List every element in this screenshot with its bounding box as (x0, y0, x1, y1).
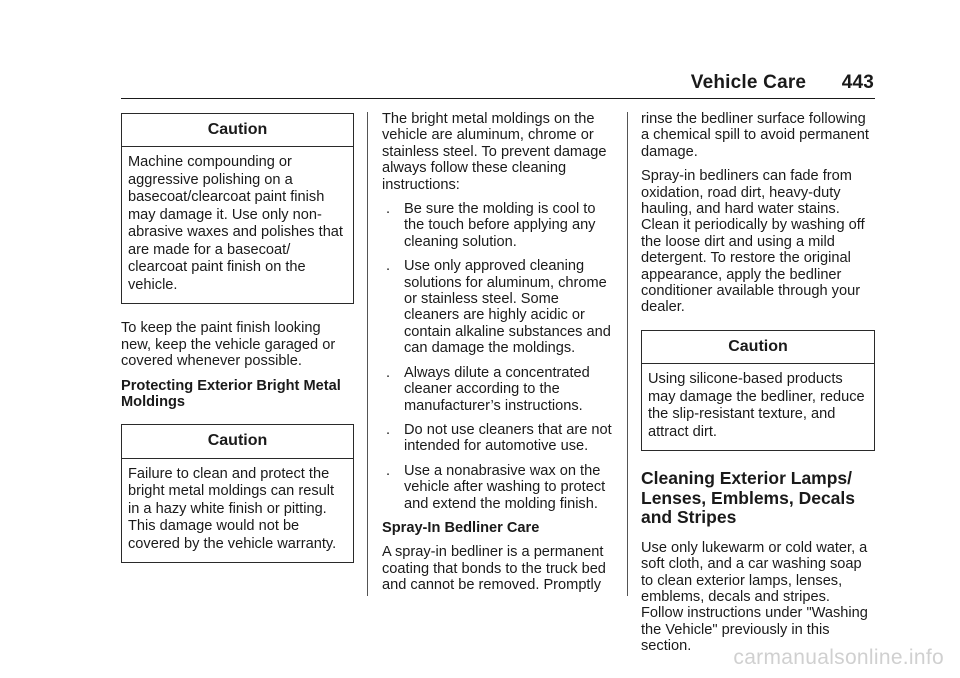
list-item-text: Use a nonabrasive wax on the vehicle after washing to protect and extend the molding finish. (404, 462, 606, 512)
bullet-mark: . (386, 201, 391, 218)
list-item (382, 201, 614, 250)
caution-title: Caution (642, 331, 874, 364)
list-item-text: Do not use cleaners that are not intended for automotive use. (404, 421, 612, 455)
bullet-mark: . (386, 258, 391, 275)
column-divider-1 (367, 112, 368, 596)
section-title: Vehicle Care (690, 72, 807, 93)
column-3 (641, 111, 875, 663)
watermark: carmanualsonline.info (733, 646, 944, 669)
paragraph: A spray-in bedliner is a permanent coating that bonds to the truck bed and cannot be removed. Promptly (382, 544, 606, 594)
list-item-text: Use only approved cleaning solutions for aluminum, chrome or stainless steel. Some cleaners are highly acidic or contain alkaline substances and can damage the moldings. (404, 258, 611, 357)
bullet-mark: . (386, 421, 391, 438)
caution-text: Using silicone-based products may damage the bedliner, reduce the slip-resistant texture, and attract dirt. (648, 371, 865, 440)
caution-text: Machine compounding or aggressive polishing on a basecoat/clearcoat paint finish may damage it. Use only non-abrasive waxes and polishes that are made for a basecoat/ clearcoat paint finish on the vehicle. (128, 154, 343, 293)
caution-title: Caution (122, 114, 353, 147)
caution-text: Failure to clean and protect the bright metal moldings can result in a hazy white finish or pitting. This damage would not be covered by the vehicle warranty. (128, 465, 337, 552)
bullet-mark: . (386, 462, 391, 479)
column-1 (121, 113, 354, 579)
caution-box-paint (121, 113, 354, 304)
paragraph: Spray-in bedliners can fade from oxidation, road dirt, heavy-duty hauling, and hard water stains. Clean it periodically by washing off the loose dirt and using a mild detergent. To restore the original appearance, apply the bedliner conditioner available through your dealer. (641, 168, 865, 316)
header-rule (121, 98, 875, 99)
list-item (382, 463, 614, 512)
paragraph: rinse the bedliner surface following a chemical spill to avoid permanent damage. (641, 111, 869, 160)
paragraph: The bright metal moldings on the vehicle are aluminum, chrome or stainless steel. To prevent damage always follow these cleaning instructions: (382, 111, 607, 193)
list-item (382, 422, 614, 455)
caution-title: Caution (122, 425, 353, 458)
list-item (382, 365, 614, 414)
section-heading: Protecting Exterior Bright Metal Moldings (121, 377, 341, 411)
paragraph: Use only lukewarm or cold water, a soft cloth, and a car washing soap to clean exterior lamps, lenses, emblems, decals and stripes. Follow instructions under "Washing the Vehicle" previously in this section. (641, 539, 868, 655)
page-number: 443 (841, 72, 874, 93)
column-divider-2 (627, 112, 628, 596)
list-item-text: Always dilute a concentrated cleaner according to the manufacturer’s instructions. (404, 364, 590, 414)
caution-box-bedliner (641, 330, 875, 451)
section-heading: Spray-In Bedliner Care (382, 519, 540, 536)
cleaning-instructions-list (382, 201, 614, 512)
list-item-text: Be sure the molding is cool to the touch before applying any cleaning solution. (404, 201, 596, 250)
caution-box-moldings (121, 424, 354, 563)
subsection-heading: Cleaning Exterior Lamps/ Lenses, Emblems, Decals and Stripes (641, 468, 855, 528)
list-item (382, 258, 614, 356)
paragraph: To keep the paint finish looking new, keep the vehicle garaged or covered whenever possible. (121, 320, 336, 370)
bullet-mark: . (386, 364, 391, 381)
page-header (691, 72, 874, 94)
column-2 (382, 111, 614, 602)
